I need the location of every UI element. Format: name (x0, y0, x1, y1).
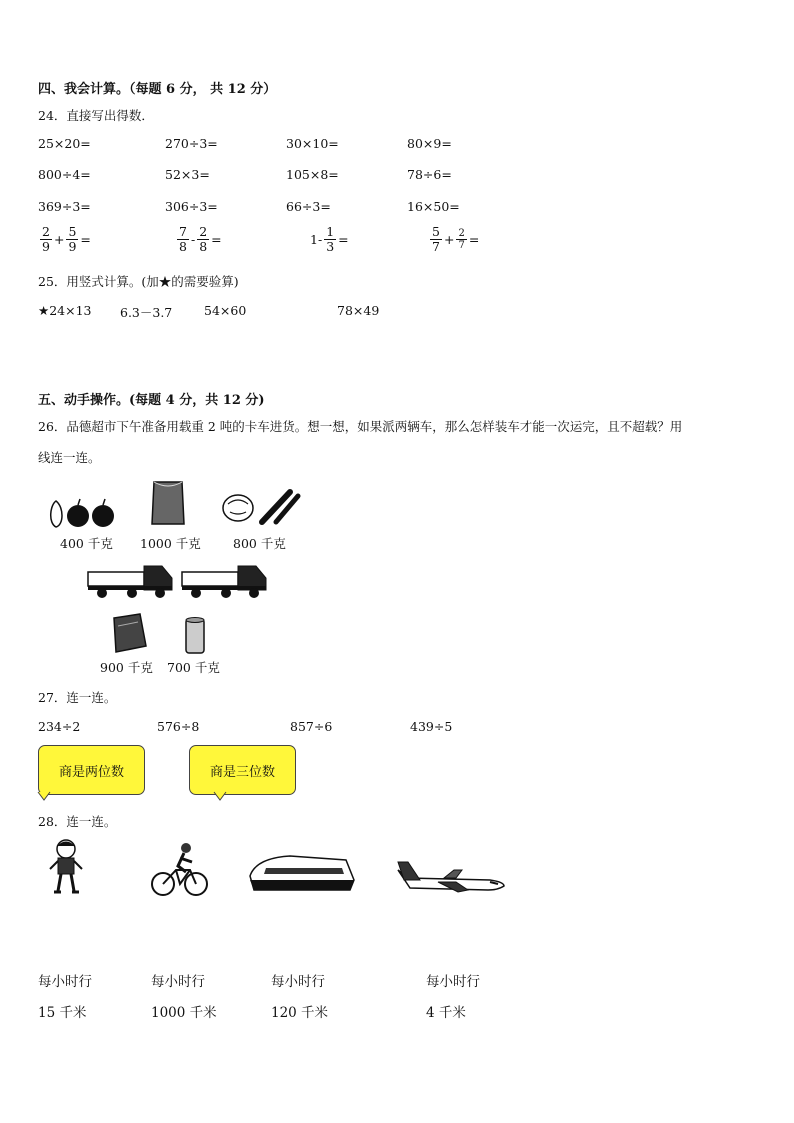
answer-bubble-three-digit[interactable] (189, 745, 296, 795)
operator: - (190, 232, 196, 247)
bubble-label: 商是三位数 (209, 764, 275, 780)
vertical-calc-item: 6.3－3.7 (120, 305, 173, 320)
division-item[interactable]: 439÷5 (410, 719, 453, 734)
speed-prefix: 每小时行 (271, 974, 325, 990)
can-icon (183, 616, 207, 656)
division-item[interactable]: 857÷6 (290, 719, 333, 734)
bubble-tail (38, 792, 58, 802)
numerator: 7 (179, 224, 187, 239)
division-item[interactable]: 576÷8 (157, 719, 200, 734)
truck-icon[interactable] (86, 558, 176, 600)
section-4-title: 四、我会计算。（每题 6 分， 共 12 分） (38, 82, 277, 97)
equals: = (211, 232, 222, 247)
denominator: 9 (68, 239, 77, 254)
numerator: 1 (326, 224, 335, 239)
q27-label: 27．连一连。 (38, 690, 117, 705)
speed-value[interactable]: 1000 千米 (151, 1005, 217, 1021)
speed-prefix: 每小时行 (151, 974, 205, 990)
calc-item: 52×3= (165, 167, 210, 182)
denominator: 7 (432, 239, 440, 254)
calc-item: 800÷4= (38, 167, 91, 182)
speed-prefix: 每小时行 (426, 974, 480, 990)
speed-prefix: 每小时行 (38, 974, 92, 990)
division-item[interactable]: 234÷2 (38, 719, 81, 734)
calc-item: 16×50= (407, 199, 460, 214)
bubble-tail (214, 792, 234, 802)
goods-weight-label: 700 千克 (167, 660, 220, 675)
equals: = (338, 232, 349, 247)
numerator: 2 (199, 224, 208, 239)
calc-item: 78÷6= (407, 167, 452, 182)
answer-bubble-two-digit[interactable] (38, 745, 145, 795)
numerator: 2 (458, 228, 465, 239)
goods-weight-label: 900 千克 (100, 660, 153, 675)
goods-weight-label: 400 千克 (60, 536, 113, 551)
q28-label: 28．连一连。 (38, 814, 117, 829)
vertical-calc-item: 78×49 (337, 303, 380, 318)
train-icon[interactable] (246, 850, 358, 896)
vertical-calc-item: ★24×13 (38, 303, 92, 318)
q24-label: 24．直接写出得数． (38, 108, 154, 123)
calc-item: 105×8= (286, 167, 339, 182)
calc-item: 80×9= (407, 136, 452, 151)
walking-child-icon[interactable] (46, 837, 86, 897)
flour-sack-icon (148, 478, 188, 528)
speed-value[interactable]: 120 千米 (271, 1005, 329, 1021)
q26-text-line1: 26．品德超市下午准备用载重 2 吨的卡车进货。想一想，如果派两辆车，那么怎样装车才能一次运完，且不超载？用 (38, 419, 683, 434)
calc-item: 369÷3= (38, 199, 91, 214)
denominator: 9 (42, 239, 50, 254)
denominator: 8 (199, 239, 208, 254)
goods-weight-label: 1000 千克 (140, 536, 201, 551)
q25-label: 25．用竖式计算。(加★的需要验算) (38, 274, 239, 289)
fraction-expression (310, 225, 349, 254)
goods-weight-label: 800 千克 (233, 536, 286, 551)
denominator: 8 (179, 239, 187, 254)
section-5-title: 五、动手操作。(每题 4 分，共 12 分) (38, 393, 265, 408)
speed-value[interactable]: 4 千米 (426, 1005, 466, 1021)
prefix: 1- (310, 232, 323, 247)
equals: = (80, 232, 91, 247)
speed-value[interactable]: 15 千米 (38, 1005, 87, 1021)
calc-item: 66÷3= (286, 199, 331, 214)
calc-item: 306÷3= (165, 199, 218, 214)
denominator: 3 (326, 239, 335, 254)
calc-item: 25×20= (38, 136, 91, 151)
fraction-expression (175, 225, 222, 254)
rice-sack-icon (108, 612, 148, 654)
calc-item: 30×10= (286, 136, 339, 151)
cyclist-icon[interactable] (150, 840, 210, 900)
operator: + (443, 232, 455, 247)
bubble-label: 商是两位数 (58, 764, 124, 780)
vertical-calc-item: 54×60 (204, 303, 247, 318)
fruit-icon (46, 495, 121, 529)
vegetables-icon (220, 486, 302, 524)
numerator: 5 (432, 224, 440, 239)
numerator: 5 (68, 224, 77, 239)
truck-icon[interactable] (180, 558, 270, 600)
fraction-expression (38, 225, 91, 254)
airplane-icon[interactable] (394, 856, 508, 896)
fraction-expression (428, 225, 479, 254)
equals: = (468, 232, 480, 247)
calc-item: 270÷3= (165, 136, 218, 151)
numerator: 2 (42, 224, 50, 239)
q26-text-line2: 线连一连。 (38, 450, 101, 465)
denominator: 7 (458, 240, 465, 251)
operator: + (53, 232, 65, 247)
